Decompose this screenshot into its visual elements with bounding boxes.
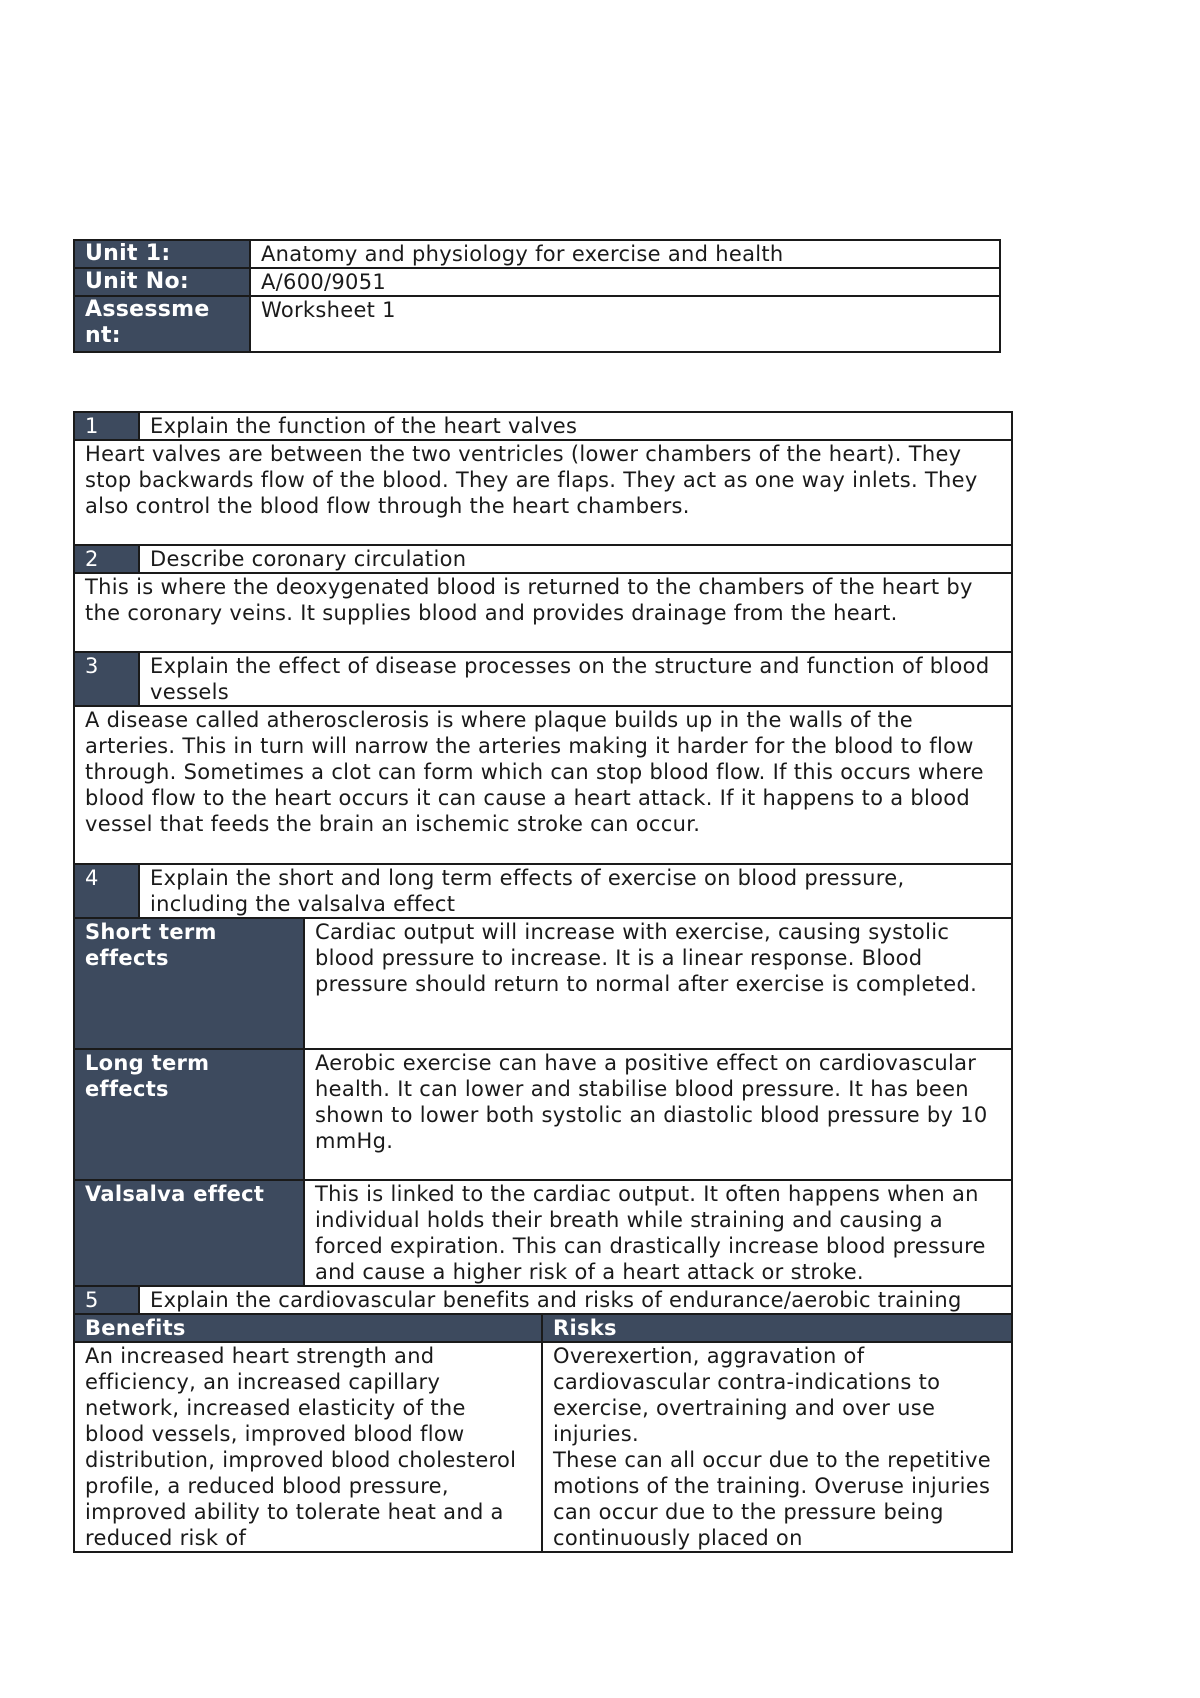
answer-text: A disease called atherosclerosis is where plaque builds up in the walls of the arteries. This in turn will narrow the arteries making it harder for the blood to flow through. Sometimes a clot can form which can stop blood flow. If this occurs where blood flow to the heart occurs it can cause a heart attack. If it happens to a blood vessel that feeds the brain an ischemic stroke can occur.: [74, 706, 1012, 864]
question-row: [74, 412, 1012, 440]
effect-row-short-term: [74, 918, 1012, 1049]
effect-text: Cardiac output will increase with exercise, causing systolic blood pressure to increase. It is a linear response. Blood pressure should return to normal after exercise is completed.: [304, 918, 1012, 1049]
benefits-header: Benefits: [74, 1314, 542, 1342]
question-row: [74, 864, 1012, 918]
question-number: 2: [74, 545, 139, 573]
unit-info-table: [73, 239, 1001, 353]
question-text: Describe coronary circulation: [139, 545, 1012, 573]
question-text: Explain the effect of disease processes on the structure and function of blood vessels: [139, 652, 1012, 706]
question-text: Explain the cardiovascular benefits and risks of endurance/aerobic training: [139, 1286, 1012, 1314]
effect-label: Long term effects: [74, 1049, 304, 1180]
benefits-risks-row: [74, 1342, 1012, 1552]
answer-text: This is where the deoxygenated blood is returned to the chambers of the heart by the coronary veins. It supplies blood and provides drainage from the heart.: [74, 573, 1012, 652]
benefits-risks-header-row: [74, 1314, 1012, 1342]
question-number: 3: [74, 652, 139, 706]
effect-label: Short term effects: [74, 918, 304, 1049]
answer-row: [74, 440, 1012, 545]
unit-row: [74, 240, 1000, 268]
benefits-text: An increased heart strength and efficiency, an increased capillary network, increased elasticity of the blood vessels, improved blood flow distribution, improved blood cholesterol profile, a reduced blood pressure, improved ability to tolerate heat and a reduced risk of: [74, 1342, 542, 1552]
assessment-row: [74, 296, 1000, 352]
unit-no-label: Unit No:: [74, 268, 250, 296]
effect-label: Valsalva effect: [74, 1180, 304, 1286]
answer-row: [74, 706, 1012, 864]
assessment-value: Worksheet 1: [250, 296, 1000, 352]
effect-row-long-term: [74, 1049, 1012, 1180]
effect-text: This is linked to the cardiac output. It often happens when an individual holds their breath while straining and causing a forced expiration. This can drastically increase blood pressure and cause a higher risk of a heart attack or stroke.: [304, 1180, 1012, 1286]
answer-text: Heart valves are between the two ventricles (lower chambers of the heart). They stop backwards flow of the blood. They are flaps. They act as one way inlets. They also control the blood flow through the heart chambers.: [74, 440, 1012, 545]
question-text: Explain the function of the heart valves: [139, 412, 1012, 440]
question-number: 4: [74, 864, 139, 918]
question-text: Explain the short and long term effects of exercise on blood pressure, including the valsalva effect: [139, 864, 1012, 918]
question-row: [74, 652, 1012, 706]
unit-no-value: A/600/9051: [250, 268, 1000, 296]
question-number: 5: [74, 1286, 139, 1314]
risks-cell: [542, 1342, 1012, 1552]
assessment-label: Assessme nt:: [74, 296, 250, 352]
worksheet-table: [73, 411, 1013, 1553]
question-row: [74, 545, 1012, 573]
question-number: 1: [74, 412, 139, 440]
risks-text: These can all occur due to the repetitive motions of the training. Overuse injuries can occur due to the pressure being continuously placed on: [553, 1448, 992, 1550]
effect-text: Aerobic exercise can have a positive effect on cardiovascular health. It can lower and stabilise blood pressure. It has been shown to lower both systolic an diastolic blood pressure by 10 mmHg.: [304, 1049, 1012, 1180]
risks-text: Overexertion, aggravation of cardiovascular contra-indications to exercise, overtraining and over use injuries.: [553, 1344, 941, 1446]
risks-header: Risks: [542, 1314, 1012, 1342]
unit-value: Anatomy and physiology for exercise and health: [250, 240, 1000, 268]
answer-row: [74, 573, 1012, 652]
question-row: [74, 1286, 1012, 1314]
effect-row-valsalva: [74, 1180, 1012, 1286]
unit-label: Unit 1:: [74, 240, 250, 268]
unit-no-row: [74, 268, 1000, 296]
